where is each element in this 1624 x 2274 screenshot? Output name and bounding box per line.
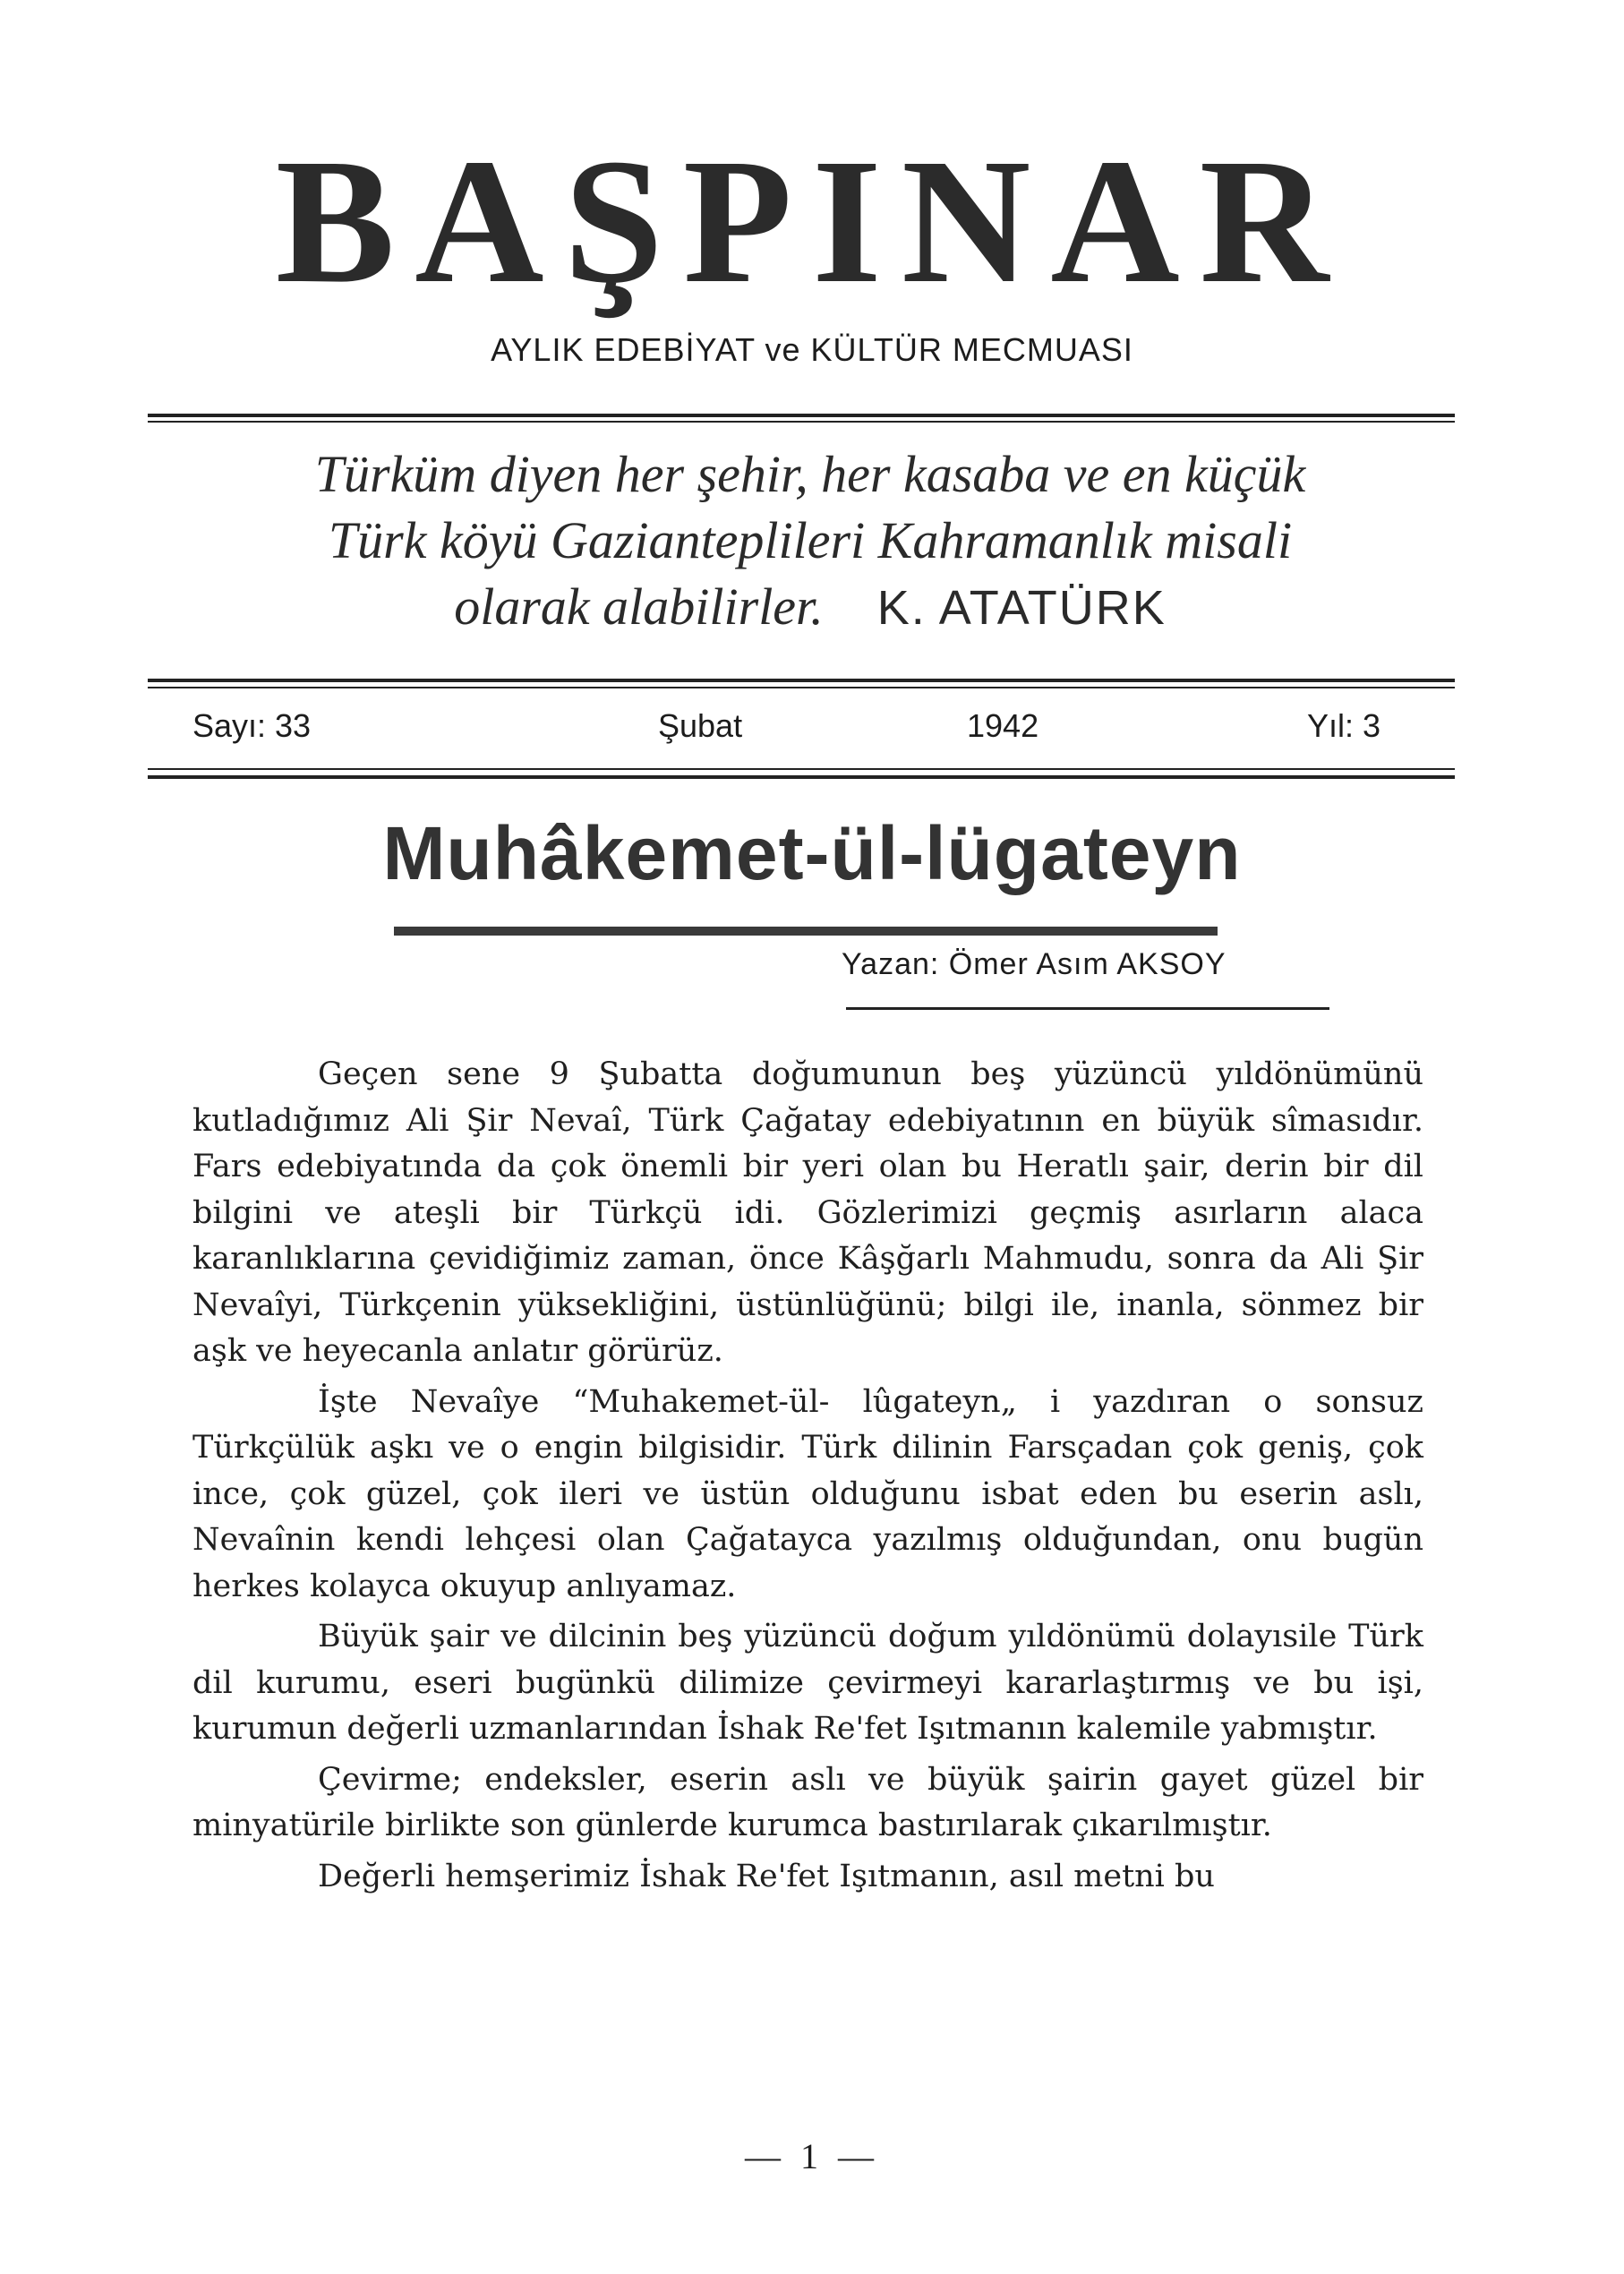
divider-issue-bottom-thin [148,768,1455,770]
title-underline [394,927,1218,936]
quote-line-3-wrap [143,574,1477,641]
quote-line-2: Türk köyü Gazianteplileri Kahramanlık misali [328,511,1293,569]
issue-number: Sayı: 33 [192,707,312,744]
paragraph-2: İşte Nevaîye “Muhakemet-ül- lûgateyn„ i yazdıran o sonsuz Türkçülük aşkı ve o engin bilgisidir. Türk dilinin Farsçadan çok geniş, çok ince, çok güzel, çok ileri ve üstün olduğunu isbat eden bu eserin aslı, Nevaînin kendi lehçesi olan Çağatayca yazılmış olduğundan, onu bugün herkes kolayca okuyup anlıyamaz. [192,1383,1423,1604]
issue-year: 1942 [967,707,1039,744]
magazine-title: BAŞPINAR [275,123,1349,321]
issue-info [192,707,1410,752]
paragraph-5: Değerli hemşerimiz İshak Re'fet Işıtmanın, asıl metni bu [318,1858,1215,1894]
article-body [192,1052,1423,1904]
byline-rule [846,1007,1329,1010]
page-number: — 1 — [745,2136,879,2176]
divider-issue-top-thin [148,687,1455,688]
divider-top-thin [148,421,1455,423]
ataturk-quote [143,441,1477,641]
divider-top [148,414,1455,417]
divider-issue-top [148,679,1455,682]
paragraph-3: Büyük şair ve dilcinin beş yüzüncü doğum yıldönümü dolayısile Türk dil kurumu, eseri bugünkü dilimize çevirmeyi kararlaştırmış ve bu işi, kurumun değerli uzmanlarından İshak Re'fet Işıtmanın kalemile yabmıştır. [192,1619,1423,1747]
article-byline: Yazan: Ömer Asım AKSOY [842,947,1227,981]
magazine-subtitle: AYLIK EDEBİYAT ve KÜLTÜR MECMUASI [491,331,1133,368]
quote-author: K. ATATÜRK [876,581,1167,635]
paragraph-4: Çevirme; endeksler, eserin aslı ve büyük şairin gayet güzel bir minyatürile birlikte son günlerde kurumca bastırılarak çıkarılmıştır. [192,1761,1423,1843]
issue-month: Şubat [658,707,743,744]
divider-issue-bottom [148,775,1455,779]
article-title: Muhâkemet-ül-lügateyn [382,811,1242,895]
paragraph-1: Geçen sene 9 Şubatta doğumunun beş yüzüncü yıldönümünü kutladığımız Ali Şir Nevaî, Türk Çağatay edebiyatının en büyük sîmasıdır. Fars edebiyatında da çok önemli bir yeri olan bu Heratlı şair, derin bir dil bilgini ve ateşli bir Türkçü idi. Gözlerimizi geçmiş asırların alaca karanlıklarına çevidiğimiz zaman, önce Kâşğarlı Mahmudu, sonra da Ali Şir Nevaîyi, Türkçenin yüksekliğini, üstünlüğünü; bilgi ile, inanla, sönmez bir aşk ve heyecanla anlatır görürüz. [192,1056,1423,1369]
quote-line-3: olarak alabilirler. [454,577,824,636]
quote-line-1: Türküm diyen her şehir, her kasaba ve en küçük [314,445,1306,503]
issue-volume: Yıl: 3 [1307,707,1381,744]
